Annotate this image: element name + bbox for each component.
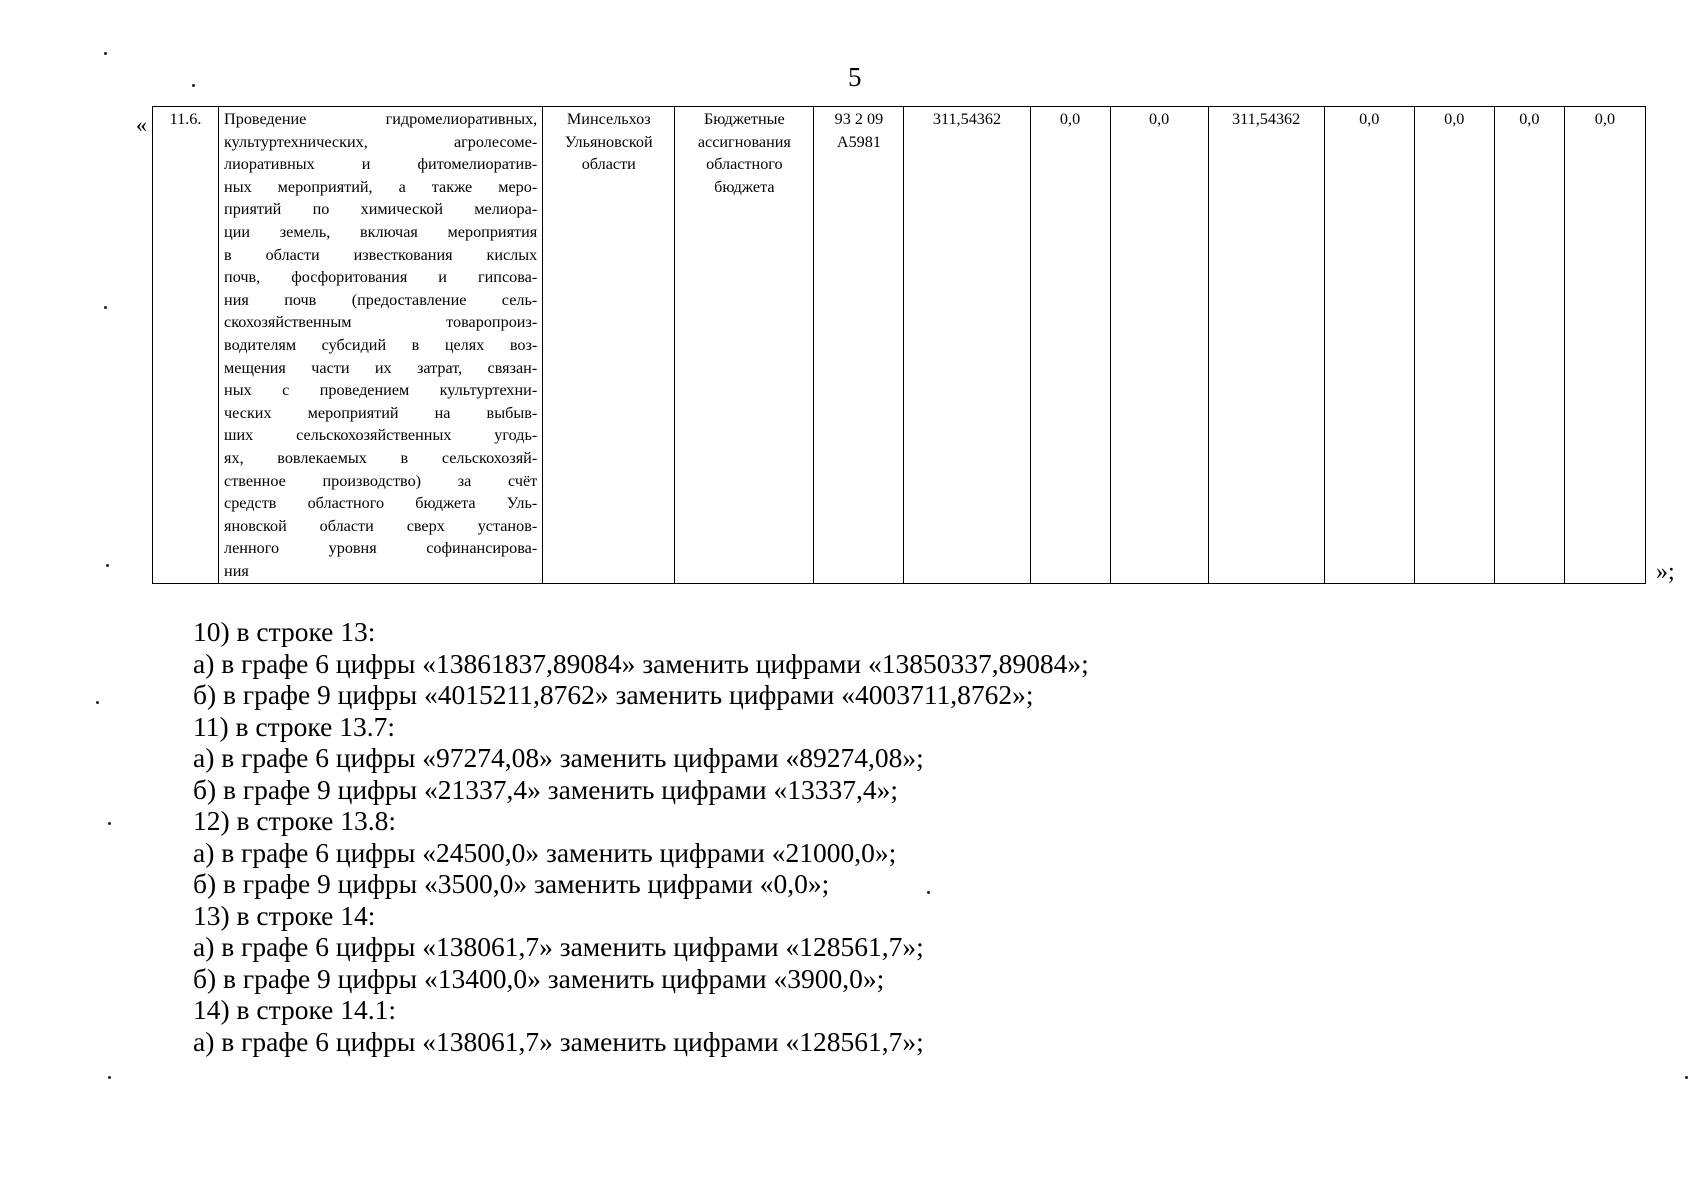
instruction-line: а) в графе 6 цифры «97274,08» заменить цифрами «89274,08»; bbox=[193, 742, 924, 773]
description-line: ших сельскохозяйственных угодь- bbox=[224, 426, 538, 445]
budget-code-cell bbox=[814, 107, 904, 584]
instruction-line: б) в графе 9 цифры «3500,0» заменить цифрами «0,0»; bbox=[193, 868, 830, 899]
description-line: скохозяйственным товаропроиз- bbox=[224, 313, 538, 332]
instruction-line: 10) в строке 13: bbox=[193, 616, 376, 647]
year-value-cell: 0,0 bbox=[1030, 107, 1110, 584]
budget-code-line-1: 93 2 09 bbox=[834, 110, 884, 128]
instruction-line: а) в графе 6 цифры «138061,7» заменить цифрами «128561,7»; bbox=[193, 931, 924, 962]
row-number-cell: 11.6. bbox=[153, 107, 219, 584]
budget-code-line-2: А5981 bbox=[836, 132, 881, 151]
instruction-line: а) в графе 6 цифры «13861837,89084» заменить цифрами «13850337,89084»; bbox=[193, 647, 1089, 679]
closing-quote: »; bbox=[1656, 559, 1675, 585]
description-line: яновской области сверх установ- bbox=[224, 516, 538, 535]
description-line: Проведение гидромелиоративных, bbox=[224, 110, 538, 128]
instruction-line: 13) в строке 14: bbox=[193, 899, 376, 931]
description-cell bbox=[219, 107, 543, 584]
description-line: ственное производство) за счёт bbox=[224, 471, 538, 490]
year-value-cell: 0,0 bbox=[1564, 107, 1645, 584]
scan-speck bbox=[104, 52, 107, 55]
description-line: лиоративных и фитомелиоратив- bbox=[224, 155, 538, 174]
description-line: мещения части их затрат, связан- bbox=[224, 358, 538, 377]
description-line: культуртехнических, агролесоме- bbox=[224, 132, 538, 151]
amendment-instructions bbox=[193, 616, 1089, 1057]
instruction-line: б) в графе 9 цифры «21337,4» заменить цифрами «13337,4»; bbox=[193, 773, 899, 805]
amendment-table bbox=[152, 106, 1646, 584]
year-value-cell: 0,0 bbox=[1110, 107, 1208, 584]
scan-speck bbox=[1685, 1076, 1688, 1079]
instruction-line: б) в графе 9 цифры «4015211,8762» заменить цифрами «4003711,8762»; bbox=[193, 679, 1034, 710]
instruction-line: 11) в строке 13.7: bbox=[193, 710, 395, 742]
description-line: ческих мероприятий на выбыв- bbox=[224, 403, 538, 422]
description-line: ленного уровня софинансирова- bbox=[224, 539, 538, 558]
scan-speck bbox=[96, 701, 99, 704]
scan-speck bbox=[108, 822, 111, 825]
total-cell: 311,54362 bbox=[904, 107, 1030, 584]
instruction-line: б) в графе 9 цифры «13400,0» заменить цифрами «3900,0»; bbox=[193, 962, 885, 994]
instruction-line: а) в графе 6 цифры «138061,7» заменить цифрами «128561,7»; bbox=[193, 1025, 924, 1057]
executor-cell: Минсельхоз Ульяновской области bbox=[543, 107, 675, 584]
scan-speck bbox=[104, 306, 107, 309]
description-line: водителям субсидий в целях воз- bbox=[224, 335, 538, 354]
year-value-cell: 0,0 bbox=[1414, 107, 1494, 584]
description-line: ния почв (предоставление сель- bbox=[224, 290, 538, 309]
description-line: средств областного бюджета Уль- bbox=[224, 494, 538, 513]
scan-speck bbox=[108, 1076, 111, 1079]
funding-source-cell: Бюджетные ассигнования областного бюджета bbox=[675, 107, 814, 584]
year-value-cell: 0,0 bbox=[1324, 107, 1414, 584]
instruction-line: 12) в строке 13.8: bbox=[193, 805, 396, 836]
description-line: ях, вовлекаемых в сельскохозяй- bbox=[224, 448, 538, 467]
description-line: почв, фосфоритования и гипсова- bbox=[224, 268, 538, 287]
description-line: в области известкования кислых bbox=[224, 245, 538, 264]
opening-quote: « bbox=[136, 112, 147, 137]
description-line: ния bbox=[224, 561, 249, 580]
scan-speck bbox=[192, 84, 195, 87]
description-line: ных мероприятий, а также меро- bbox=[224, 177, 538, 196]
description-line: приятий по химической мелиора- bbox=[224, 200, 538, 219]
year-value-cell: 0,0 bbox=[1494, 107, 1564, 584]
table-row bbox=[153, 107, 1646, 584]
instruction-line: 14) в строке 14.1: bbox=[193, 994, 396, 1025]
description-line: ных с проведением культуртехни- bbox=[224, 381, 538, 400]
instruction-line: а) в графе 6 цифры «24500,0» заменить цифрами «21000,0»; bbox=[193, 836, 897, 868]
page-number: 5 bbox=[848, 62, 862, 92]
scan-speck bbox=[106, 564, 109, 567]
year-value-cell: 311,54362 bbox=[1208, 107, 1324, 584]
scan-speck bbox=[927, 891, 930, 894]
description-line: ции земель, включая мероприятия bbox=[224, 222, 538, 241]
